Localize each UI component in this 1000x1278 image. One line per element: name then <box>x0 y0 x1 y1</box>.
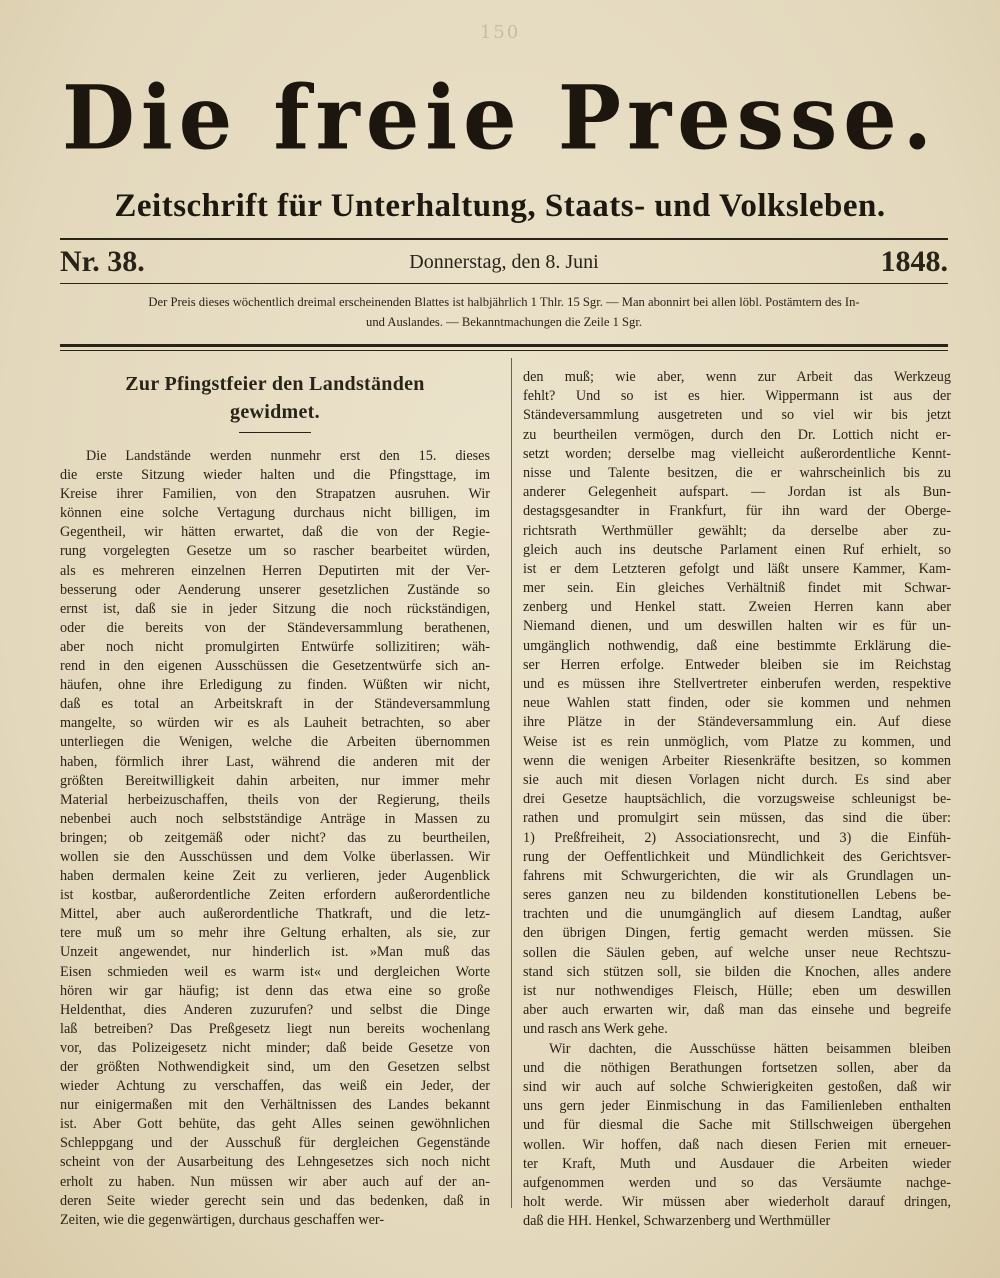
text-line: ist. Aber Gott behüte, das geht Alles seinen gewöhnlichen <box>60 1116 490 1133</box>
column-divider <box>511 358 512 1208</box>
right-column-text <box>523 368 951 1231</box>
text-line: Eisen schmieden weil es warm ist« und dergleichen Worte <box>60 963 490 980</box>
text-line: größten Bereitwilligkeit dahin arbeiten, nur immer mehr <box>60 772 490 789</box>
subscription-note <box>58 292 950 332</box>
headline-rule <box>239 432 311 433</box>
text-line: unterliegen die Wenigen, welche die Arbeiten übernommen <box>60 734 490 751</box>
text-line: Gegentheil, wir hätten erwartet, daß die von der Regie- <box>60 524 490 541</box>
text-line: Kreise ihrer Familien, von den Strapatzen ausruhen. Wir <box>60 486 490 503</box>
text-line: den übrigen Dingen, fertig gemacht werden müssen. Sie <box>523 925 951 942</box>
text-line: gleich auch ins deutsche Parlament einen Ruf erhielt, so <box>523 541 951 558</box>
issue-line <box>60 245 948 281</box>
text-line: erholt zu haben. Nun müssen wir aber auch auf der an- <box>60 1173 490 1190</box>
text-line: mer sein. Ein gleiches Verhältniß findet mit Schwar- <box>523 580 951 597</box>
text-line: Heldenthat, dies Anderen zuzurufen? und selbst die Dinge <box>60 1001 490 1018</box>
text-line: scheint von der Ausarbeitung des Lehngesetzes sich noch nicht <box>60 1154 490 1171</box>
text-line: hören wir gar häufig; ist denn das etwa eine so große <box>60 982 490 999</box>
text-line: wieder Achtung zu verschaffen, das weiß ein Jeder, der <box>60 1078 490 1095</box>
text-line: laß betreiben? Das Preßgesetz liegt nun bereits wochenlang <box>60 1020 490 1037</box>
text-line: ist er dem Letzteren gefolgt und läßt unsere Kammer, Kam- <box>523 560 951 577</box>
left-column <box>60 370 490 1230</box>
text-line: nisse und Talente besitzen, die er wahrscheinlich bis zu <box>523 464 951 481</box>
text-line: neue Wahlen statt finden, oder sie kommen und nehmen <box>523 695 951 712</box>
text-line: besserung oder Aenderung unserer gesetzlichen Zustände so <box>60 581 490 598</box>
text-line: 1) Preßfreiheit, 2) Associationsrecht, und 3) die Einfüh- <box>523 829 951 846</box>
text-line: ser Herren erfolge. Entweder bleiben sie im Reichstag <box>523 656 951 673</box>
text-line: der größten Nothwendigkeit sind, um den Gesetzen selbst <box>60 1059 490 1075</box>
text-line: aber auch erwarten wir, daß man das einsehe und begreife <box>523 1002 951 1019</box>
text-line: anderer Gelegenheit aufspart. — Jordan ist als Bun- <box>523 484 951 501</box>
text-line: zu beurtheilen vermögen, durch den Dr. Lottich nicht er- <box>523 426 951 443</box>
text-line: wollen sie den Ausschüssen und dem Volke überlassen. Wir <box>60 848 490 865</box>
issue-year: 1848. <box>880 245 948 278</box>
text-line: Ständeversammlung ausgetreten und so viel wir bis jetzt <box>523 407 951 424</box>
text-line: bringen; ob zeitgemäß oder nicht? das zu beurtheilen, <box>60 829 490 846</box>
text-line: mangelte, so würden wir es als Lauheit betrachten, so aber <box>60 715 490 732</box>
text-line: und die nöthigen Berathungen fortsetzen sollen, aber da <box>523 1059 951 1076</box>
right-column <box>523 368 951 1231</box>
page-number: 150 <box>479 22 521 43</box>
masthead-rule <box>60 238 948 240</box>
text-line: fahrens mit Schwurgerichten, die wir als Grundlagen un- <box>523 867 951 884</box>
text-line: Mittel, aber auch außerordentliche Thatkraft, und die letz- <box>60 906 490 923</box>
text-line: destagsgesandter in Frankfurt, für ihn ward der Oberge- <box>523 503 951 520</box>
text-line: den muß; wie aber, wenn zur Arbeit das Werkzeug <box>523 369 951 385</box>
text-line: drei Gesetze hauptsächlich, die vorzugsweise schleunigst be- <box>523 791 951 808</box>
text-line: Wir dachten, die Ausschüsse hätten beisammen bleiben <box>549 1040 951 1057</box>
text-line: ter Kraft, Muth und Ausdauer die Arbeiten wieder <box>523 1155 951 1172</box>
text-line: Schleppgang und der Ausschuß für dergleichen Gegenstände <box>60 1135 490 1152</box>
left-column-text <box>60 447 490 1230</box>
text-line: trachten und die unumgänglich auf diesem Landtag, außer <box>523 906 951 923</box>
text-line: nebenbei auch noch selbstständige Anträge in Massen zu <box>60 810 490 827</box>
text-line: richtsrath Werthmüller gewählt; da derselbe aber zu- <box>523 522 951 539</box>
text-line: sind wir auch auf solche Schwierigkeiten gestoßen, daß wir <box>523 1078 951 1095</box>
text-line: Zeiten, wie die gegenwärtigen, durchaus geschaffen wer- <box>60 1211 385 1228</box>
text-line: uns gern jeder Einmischung in das Familienleben enthalten <box>523 1098 951 1115</box>
text-line: daß es total an Arbeitskraft in der Ständeversammlung <box>60 696 490 713</box>
text-line: aufgenommen werden und so das Versäumte nachge- <box>523 1174 951 1191</box>
text-line: deren Seite wieder gerecht sein und das bedenken, daß in <box>60 1192 490 1209</box>
text-line: und rasch ans Werk gehe. <box>523 1021 668 1038</box>
text-line: ist kostbar, außerordentliche Zeiten erfordern außerordentliche <box>60 887 490 904</box>
text-line: fehlt? Und so ist es hier. Wippermann ist aus der <box>523 388 951 405</box>
text-line: tere muß um so mehr ihre Geltung erhalten, als sie, zur <box>60 925 490 942</box>
headline-line: gewidmet. <box>230 401 320 423</box>
text-line: wenn die wenigen Arbeiter Riesenkräfte besitzen, so kommen <box>523 752 951 769</box>
masthead-subtitle: Zeitschrift für Unterhaltung, Staats- und Volksleben. <box>114 188 886 224</box>
text-line: haben dermalen keine Zeit zu verlieren, jeder Augenblick <box>60 868 490 885</box>
text-line: ihre Plätze in der Ständeversammlung ein. Auf diese <box>523 714 951 731</box>
text-line: stand sich stützen soll, sie bilden die Knochen, alles andere <box>523 963 951 980</box>
text-line: Unzeit angewendet, nur hinderlich ist. »Man muß das <box>60 944 490 961</box>
text-line: haben, förmlich ihrer Last, während die anderen mit der <box>60 753 490 770</box>
text-line: setzt worden; derselbe mag vielleicht außerordentliche Kennt- <box>523 445 951 462</box>
text-line: ernst ist, daß sie in jeder Sitzung die noch rückständigen, <box>60 600 490 617</box>
text-line: holt werde. Wir müssen aber wiederholt darauf dringen, <box>523 1194 951 1211</box>
text-line: ist nur nothwendiges Fleisch, Hülle; eben um deswillen <box>523 983 951 999</box>
subscription-note-line: Der Preis dieses wöchentlich dreimal erscheinenden Blattes ist halbjährlich 1 Thlr. 15 Sgr. — Man abonnirt bei allen löbl. Postämtern des In- <box>148 295 860 309</box>
section-rule-thick <box>60 344 948 347</box>
text-line: Weise ist es rein unmöglich, vom Platze zu kommen, und <box>523 733 951 750</box>
text-line: rathen und promulgirt sein müssen, das sind die über: <box>523 810 951 827</box>
text-line: wollen. Wir hoffen, daß nach diesen Ferien mit erneuer- <box>523 1136 951 1153</box>
text-line: als es mehreren einzelnen Herren Deputirten mit der Ver- <box>60 562 490 579</box>
text-line: Die Landstände werden nunmehr erst den 15. dieses <box>86 448 490 464</box>
text-line: häufen, ohne ihre Erledigung zu finden. Wüßten wir nicht, <box>60 677 490 694</box>
text-line: oder die bereits von der Ständeversammlung berathenen, <box>60 619 490 636</box>
issue-rule <box>60 283 948 284</box>
section-rule-thin <box>60 350 948 351</box>
text-line: daß die HH. Henkel, Schwarzenberg und Werthmüller <box>523 1213 831 1230</box>
text-line: zenberg und Henkel statt. Zweien Herren kann aber <box>523 599 951 616</box>
text-line: können eine solche Vertagung durchaus nicht billigen, im <box>60 505 490 522</box>
text-line: rend in den eigenen Ausschüssen die Gesetzentwürfe sich an- <box>60 658 490 675</box>
headline-line: Zur Pfingstfeier den Landständen <box>125 373 425 395</box>
text-line: und für diesmal die Sache mit Stillschweigen übergehen <box>523 1117 951 1134</box>
text-line: Niemand dienen, und um deswillen halten wir es für un- <box>523 618 951 635</box>
text-line: die erste Sitzung wieder halten und die Pfingsttage, im <box>60 467 490 484</box>
article-headline <box>60 370 490 426</box>
masthead-title: Die freie Presse. <box>61 65 938 170</box>
issue-date: Donnerstag, den 8. Juni <box>409 251 599 273</box>
text-line: umgänglich nothwendig, daß eine bestimmte Erklärung die- <box>523 637 951 654</box>
text-line: und es müssen ihre Stellvertreter einberufen werden, respektive <box>523 676 951 692</box>
text-line: rung vorgelegten Gesetze um so rascher bearbeitet würden, <box>60 543 490 560</box>
text-line: sollen die Säulen geben, auf welche unser neue Rechtszu- <box>523 944 951 961</box>
subscription-note-line: und Auslandes. — Bekanntmachungen die Zeile 1 Sgr. <box>366 315 642 329</box>
text-line: sie auch mit diesen Vorlagen nicht durch. Es sind aber <box>523 771 951 788</box>
text-line: nur einigermaßen mit den Verhältnissen des Landes bekannt <box>60 1097 490 1114</box>
text-line: Material herbeizuschaffen, theils von der Regierung, theils <box>60 791 490 808</box>
text-line: vor, das Polizeigesetz nicht minder; daß beide Gesetze von <box>60 1039 490 1056</box>
text-line: rung der Oeffentlichkeit und Mündlichkeit des Gerichtsver- <box>523 848 951 865</box>
text-line: aber noch nicht promulgirten Entwürfe sollizitiren; wäh- <box>60 638 490 655</box>
issue-number: Nr. 38. <box>60 245 145 278</box>
text-line: seres ganzen neu zu bildenden konstitutionellen Lebens be- <box>523 887 951 904</box>
